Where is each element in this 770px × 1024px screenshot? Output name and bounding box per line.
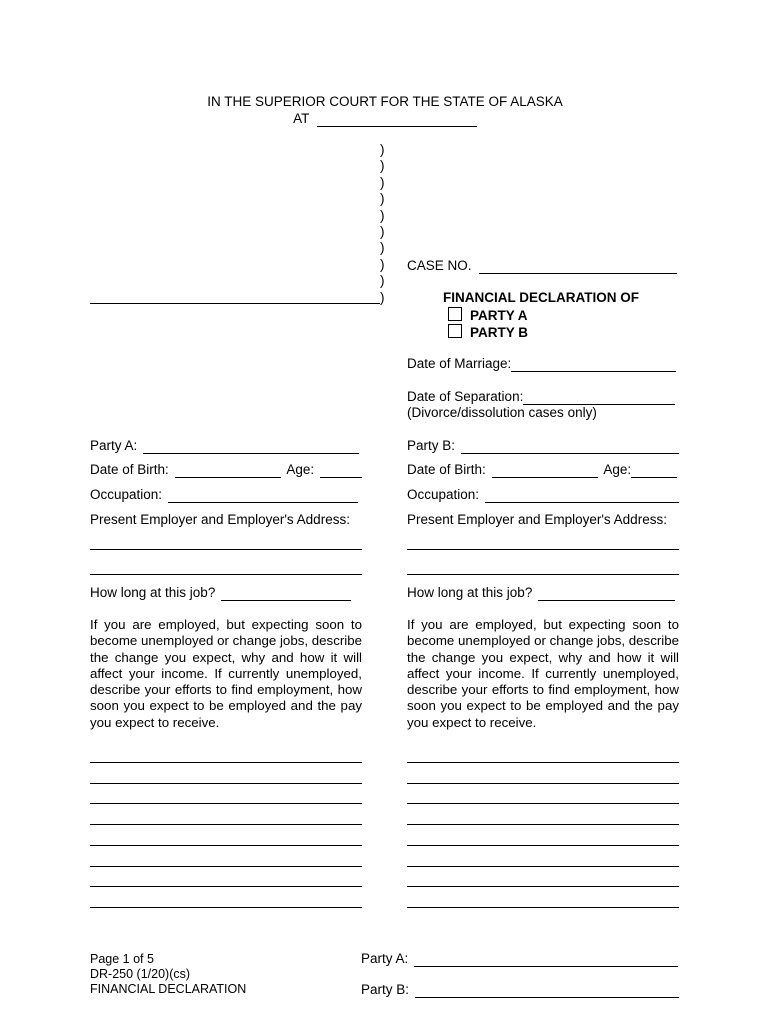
party-b-employer-label: Present Employer and Employer's Address: bbox=[407, 512, 667, 527]
party-b-name-row bbox=[407, 438, 679, 454]
party-a-answer-line[interactable] bbox=[90, 907, 362, 908]
case-number-row bbox=[407, 258, 677, 274]
caption-paren: ) bbox=[380, 174, 385, 190]
party-b-answer-line[interactable] bbox=[407, 845, 679, 846]
party-a-answer-line[interactable] bbox=[90, 824, 362, 825]
party-a-answer-line[interactable] bbox=[90, 866, 362, 867]
date-of-separation-label: Date of Separation: bbox=[407, 389, 524, 404]
party-a-answer-line[interactable] bbox=[90, 783, 362, 784]
party-a-employer-line-1[interactable] bbox=[90, 549, 362, 550]
party-a-name-field[interactable] bbox=[143, 440, 359, 454]
date-of-marriage-field[interactable] bbox=[511, 358, 676, 372]
party-a-answer-line[interactable] bbox=[90, 803, 362, 804]
party-b-option[interactable] bbox=[448, 324, 639, 342]
party-a-job-length-field[interactable] bbox=[221, 587, 351, 601]
party-a-age-label: Age: bbox=[286, 462, 315, 477]
caption-paren: ) bbox=[380, 207, 385, 223]
party-b-checkbox[interactable] bbox=[448, 324, 462, 338]
party-a-job-length-label: How long at this job? bbox=[90, 585, 216, 600]
party-a-occupation-label: Occupation: bbox=[90, 487, 163, 502]
party-b-answer-line[interactable] bbox=[407, 866, 679, 867]
party-b-age-field[interactable] bbox=[631, 464, 677, 478]
party-b-answer-line[interactable] bbox=[407, 783, 679, 784]
party-b-occupation-row bbox=[407, 487, 679, 503]
party-b-dob-field[interactable] bbox=[492, 464, 598, 478]
party-b-option-label: PARTY B bbox=[470, 325, 529, 340]
party-a-checkbox[interactable] bbox=[448, 307, 462, 321]
party-b-signature-field[interactable] bbox=[415, 984, 679, 998]
caption-paren: ) bbox=[380, 240, 385, 256]
party-a-answer-line[interactable] bbox=[90, 845, 362, 846]
at-line bbox=[0, 110, 770, 127]
party-a-employer-label: Present Employer and Employer's Address: bbox=[90, 512, 350, 527]
date-of-marriage-row bbox=[407, 356, 676, 372]
date-of-marriage-label: Date of Marriage: bbox=[407, 356, 512, 371]
form-name: FINANCIAL DECLARATION bbox=[90, 982, 247, 996]
date-of-separation-row bbox=[407, 389, 675, 405]
party-a-dob-field[interactable] bbox=[175, 464, 281, 478]
caption-paren: ) bbox=[380, 273, 385, 289]
party-b-age-label: Age: bbox=[603, 462, 632, 477]
party-b-answer-line[interactable] bbox=[407, 803, 679, 804]
party-a-job-length-row bbox=[90, 585, 351, 601]
case-number-field[interactable] bbox=[479, 260, 677, 274]
page-footer bbox=[90, 952, 246, 997]
page-number: Page 1 of 5 bbox=[90, 952, 154, 966]
court-line: IN THE SUPERIOR COURT FOR THE STATE OF ALASKA bbox=[207, 94, 563, 109]
party-a-name-row bbox=[90, 438, 359, 454]
party-b-answer-line[interactable] bbox=[407, 907, 679, 908]
party-a-option-label: PARTY A bbox=[470, 307, 528, 323]
caption-paren: ) bbox=[380, 256, 385, 272]
party-a-signature-label: Party A: bbox=[361, 951, 409, 966]
party-b-dob-label: Date of Birth: bbox=[407, 462, 486, 477]
party-a-dob-label: Date of Birth: bbox=[90, 462, 169, 477]
party-b-name-field[interactable] bbox=[461, 440, 679, 454]
party-b-employer-line-1[interactable] bbox=[407, 549, 679, 550]
party-b-answer-line[interactable] bbox=[407, 824, 679, 825]
party-b-occupation-label: Occupation: bbox=[407, 487, 480, 502]
party-b-job-length-label: How long at this job? bbox=[407, 585, 533, 600]
location-field[interactable] bbox=[317, 113, 477, 127]
party-b-signature-label: Party B: bbox=[361, 982, 410, 997]
party-b-change-paragraph: If you are employed, but expecting soon to become unemployed or change jobs, describe the change you expect, why and how it will affect your income. If currently unemployed, describe your efforts to find employment, how soon you expect to be employed and the pay you expect to receive. bbox=[407, 617, 680, 730]
caption-paren: ) bbox=[380, 289, 385, 305]
form-code: DR-250 (1/20)(cs) bbox=[90, 967, 191, 981]
party-a-occupation-field[interactable] bbox=[168, 489, 358, 503]
party-b-occupation-field[interactable] bbox=[485, 489, 679, 503]
court-header bbox=[0, 93, 770, 127]
form-title: FINANCIAL DECLARATION OF bbox=[443, 290, 639, 305]
party-b-job-length-field[interactable] bbox=[538, 587, 675, 601]
party-b-job-length-row bbox=[407, 585, 675, 601]
party-b-name-label: Party B: bbox=[407, 438, 456, 453]
parties-caption-field[interactable] bbox=[90, 303, 380, 304]
party-a-dob-row bbox=[90, 462, 362, 478]
party-a-age-field[interactable] bbox=[320, 464, 362, 478]
party-a-answer-line[interactable] bbox=[90, 762, 362, 763]
caption-paren: ) bbox=[380, 142, 385, 157]
party-a-signature-field[interactable] bbox=[414, 953, 678, 967]
party-b-employer-line-2[interactable] bbox=[407, 574, 679, 575]
party-a-occupation-row bbox=[90, 487, 358, 503]
caption-paren: ) bbox=[380, 223, 385, 239]
caption-paren: ) bbox=[380, 158, 385, 174]
separation-note: (Divorce/dissolution cases only) bbox=[407, 405, 597, 420]
at-label: AT bbox=[293, 111, 310, 126]
case-no-label: CASE NO. bbox=[407, 258, 472, 273]
form-title-block bbox=[443, 290, 639, 342]
party-a-signature-row bbox=[361, 951, 678, 967]
party-a-name-label: Party A: bbox=[90, 438, 138, 453]
party-b-answer-line[interactable] bbox=[407, 886, 679, 887]
party-a-employer-line-2[interactable] bbox=[90, 574, 362, 575]
party-a-answer-line[interactable] bbox=[90, 886, 362, 887]
party-b-dob-row bbox=[407, 462, 677, 478]
party-a-option[interactable] bbox=[448, 307, 639, 325]
party-b-answer-line[interactable] bbox=[407, 762, 679, 763]
party-a-change-paragraph: If you are employed, but expecting soon to become unemployed or change jobs, describe the change you expect, why and how it will affect your income. If currently unemployed, describe your efforts to find employment, how soon you expect to be employed and the pay you expect to receive. bbox=[90, 617, 363, 730]
caption-parens bbox=[380, 142, 385, 306]
caption-paren: ) bbox=[380, 191, 385, 207]
party-b-signature-row bbox=[361, 982, 679, 998]
date-of-separation-field[interactable] bbox=[523, 391, 675, 405]
